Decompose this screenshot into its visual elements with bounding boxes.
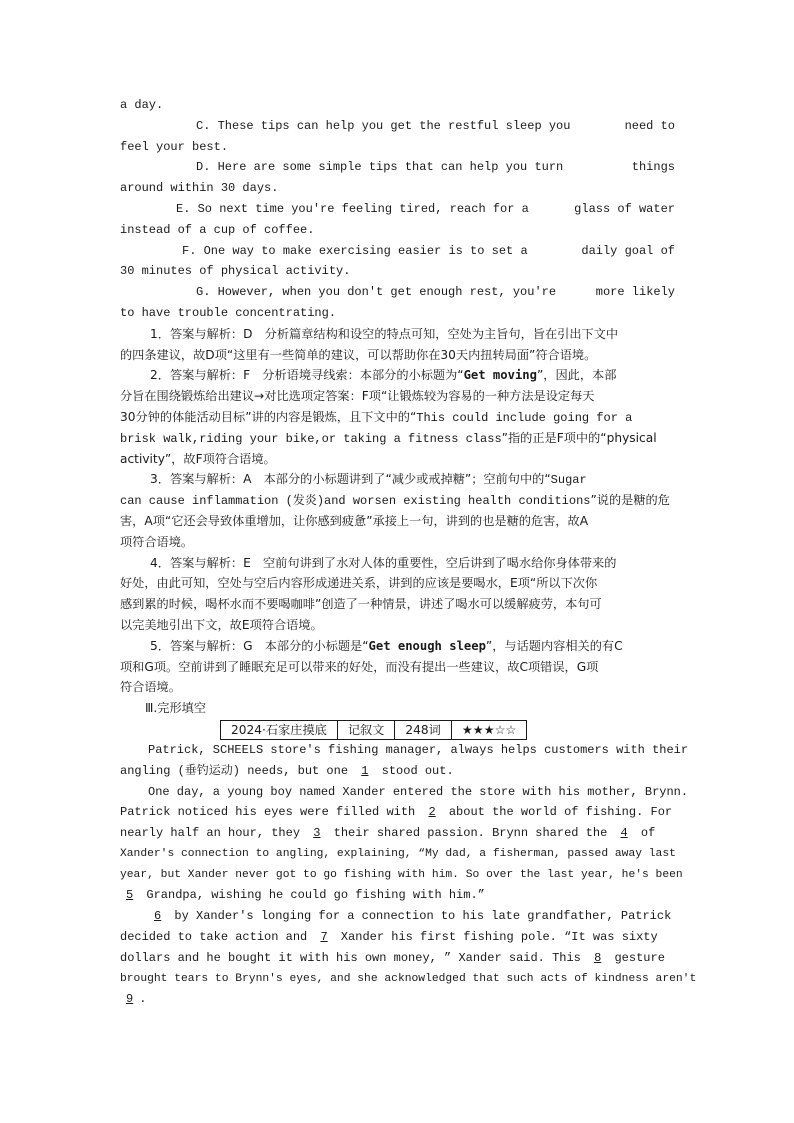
quoted-english: brisk walk,riding your bike,or taking a fitness class — [120, 431, 502, 446]
passage-line — [120, 885, 675, 906]
blank-1[interactable]: 1 — [361, 763, 369, 778]
quoted-english: Sugar — [550, 473, 587, 488]
answer-2-line — [120, 428, 675, 449]
blank-4[interactable]: 4 — [620, 826, 628, 841]
option-c-text: C. These tips can help you get the restful sleep you — [196, 118, 571, 133]
passage-line — [120, 948, 675, 969]
passage-info-table — [220, 720, 527, 740]
info-difficulty: ★★★☆☆ — [451, 720, 527, 739]
answer-5-line: 项和G项。空前讲到了睡眠充足可以带来的好处，而没有提出一些建议，故C项错误，G项 — [120, 659, 599, 674]
answer-4-line: 以完美地引出下文，故E项符合语境。 — [120, 617, 323, 632]
answer-4-line: 4．答案与解析：E 空前句讲到了水对人体的重要性，空后讲到了喝水给你身体带来的 — [150, 555, 617, 570]
option-d-cont: around within 30 days. — [120, 181, 279, 196]
answer-4-line: 感到累的时候，喝杯水而不要喝咖啡”创造了一种情景，讲述了喝水可以缓解疲劳，本句可 — [120, 597, 602, 612]
passage-line: year, but Xander never got to go fishing with him. So over the last year, he's been — [120, 868, 683, 881]
option-b-end: a day. — [120, 98, 164, 112]
blank-3[interactable]: 3 — [313, 826, 321, 841]
subtitle-get-moving: Get moving — [463, 368, 537, 383]
answer-text: ”，与话题内容相关的有C — [485, 638, 623, 653]
passage-line — [120, 989, 675, 1010]
option-g — [120, 282, 675, 303]
option-c-text-end: need to — [624, 118, 675, 133]
option-e-text-end: glass of water — [574, 201, 675, 216]
answer-text: 5．答案与解析：G 本部分的小标题是“ — [150, 638, 369, 653]
option-g-cont: to have trouble concentrating. — [120, 305, 337, 320]
option-c — [120, 116, 675, 137]
answer-3-line: 害，A项“它还会导致体重增加，让你感到疲惫”承接上一句，讲到的也是糖的危害，故A — [120, 513, 589, 528]
answer-text: 3．答案与解析：A 本部分的小标题讲到了“减少或戒掉糖”；空前句中的“ — [150, 472, 551, 487]
answer-4-line: 好处，由此可知，空处与空后内容形成递进关系，讲到的应该是要喝水，E项“所以下次你 — [120, 576, 598, 591]
answer-2-line — [120, 365, 675, 386]
info-word-count: 248词 — [395, 720, 451, 739]
passage-text: . — [139, 992, 147, 1007]
answer-5-line: 符合语境。 — [120, 680, 181, 695]
passage-line — [120, 927, 675, 948]
answer-text: ”，因此，本部 — [536, 368, 617, 383]
subtitle-get-enough-sleep: Get enough sleep — [368, 638, 486, 653]
option-d-text: D. Here are some simple tips that can help you turn — [196, 160, 564, 175]
passage-text: their shared passion. Brynn shared the — [326, 826, 615, 841]
document-page — [120, 95, 697, 1010]
passage-line — [120, 823, 675, 844]
answer-text: ”说的是糖的危 — [590, 493, 670, 508]
answer-2-line — [120, 407, 675, 428]
option-g-text-end: more likely — [595, 285, 675, 300]
info-genre: 记叙文 — [337, 720, 395, 739]
passage-text: about the world of fishing. For — [441, 805, 673, 820]
option-c-cont: feel your best. — [120, 139, 229, 154]
option-f — [120, 241, 675, 262]
blank-9[interactable]: 9 — [126, 992, 134, 1007]
blank-8[interactable]: 8 — [594, 950, 602, 965]
answer-5-line — [120, 636, 675, 657]
option-f-cont: 30 minutes of physical activity. — [120, 264, 351, 279]
option-d-text-end: things — [631, 160, 675, 175]
passage-text: Patrick noticed his eyes were filled with — [120, 805, 423, 820]
passage-text: Xander his first fishing pole. “It was sixty — [333, 930, 658, 945]
passage-text: nearly half an hour, they — [120, 826, 308, 841]
passage-text: gesture — [607, 950, 665, 965]
passage-line: Patrick, SCHEELS store's fishing manager, always helps customers with their — [148, 742, 689, 757]
blank-7[interactable]: 7 — [320, 930, 328, 945]
passage-text: angling (垂钓运动) needs, but one — [120, 763, 356, 778]
passage-line: brought tears to Brynn's eyes, and she acknowledged that such acts of kindness aren't — [120, 972, 697, 985]
info-source: 2024·石家庄摸底 — [221, 720, 338, 739]
answer-text: 30分钟的体能活动目标”讲的内容是锻炼，且下文中的“ — [120, 409, 417, 424]
passage-text: dollars and he bought it with his own money, ” Xander said. This — [120, 950, 589, 965]
passage-line — [120, 761, 675, 782]
option-e-text: E. So next time you're feeling tired, reach for a — [176, 201, 529, 216]
answer-3-line — [120, 469, 675, 490]
answer-text: 2．答案与解析：F 分析语境寻线索：本部分的小标题为“ — [150, 368, 464, 383]
answer-text: ”指的正是F项中的“physical — [501, 430, 657, 445]
passage-text: Grandpa, wishing he could go fishing with him.” — [139, 888, 485, 903]
blank-6[interactable]: 6 — [154, 909, 162, 924]
option-e — [120, 199, 675, 220]
quoted-english: This could include going for a — [416, 410, 633, 425]
passage-text: decided to take action and — [120, 930, 315, 945]
passage-line: Xander's connection to angling, explaining, “My dad, a fisherman, passed away last — [120, 847, 676, 860]
section-title: Ⅲ.完形填空 — [145, 701, 207, 716]
passage-line — [120, 906, 675, 927]
answer-1-line: 的四条建议，故D项“这里有一些简单的建议，可以帮助你在30天内扭转局面”符合语境。 — [120, 347, 597, 362]
option-f-text-end: daily goal of — [581, 243, 675, 258]
passage-line — [120, 802, 675, 823]
blank-5[interactable]: 5 — [126, 888, 134, 903]
option-e-cont: instead of a cup of coffee. — [120, 222, 315, 237]
answer-2-line: activity”，故F项符合语境。 — [120, 451, 276, 466]
passage-text: stood out. — [374, 763, 454, 778]
passage-text: by Xander's longing for a connection to his late grandfather, Patrick — [167, 909, 672, 924]
answer-1-line: 1．答案与解析：D 分析篇章结构和设空的特点可知，空处为主旨句，旨在引出下文中 — [150, 326, 619, 341]
blank-2[interactable]: 2 — [428, 805, 436, 820]
quoted-english: can cause inflammation (发炎)and worsen existing health conditions — [120, 494, 591, 509]
option-d — [120, 157, 675, 178]
option-g-text: G. However, when you don't get enough rest, you're — [196, 285, 557, 300]
answer-3-line — [120, 490, 675, 511]
option-f-text: F. One way to make exercising easier is to set a — [182, 243, 528, 258]
passage-line: One day, a young boy named Xander entered the store with his mother, Brynn. — [148, 784, 689, 799]
answer-2-line: 分旨在围绕锻炼给出建议→对比选项定答案：F项“让锻炼较为容易的一种方法是设定每天 — [120, 389, 595, 404]
answer-3-line: 项符合语境。 — [120, 534, 194, 549]
passage-text: of — [633, 826, 656, 841]
